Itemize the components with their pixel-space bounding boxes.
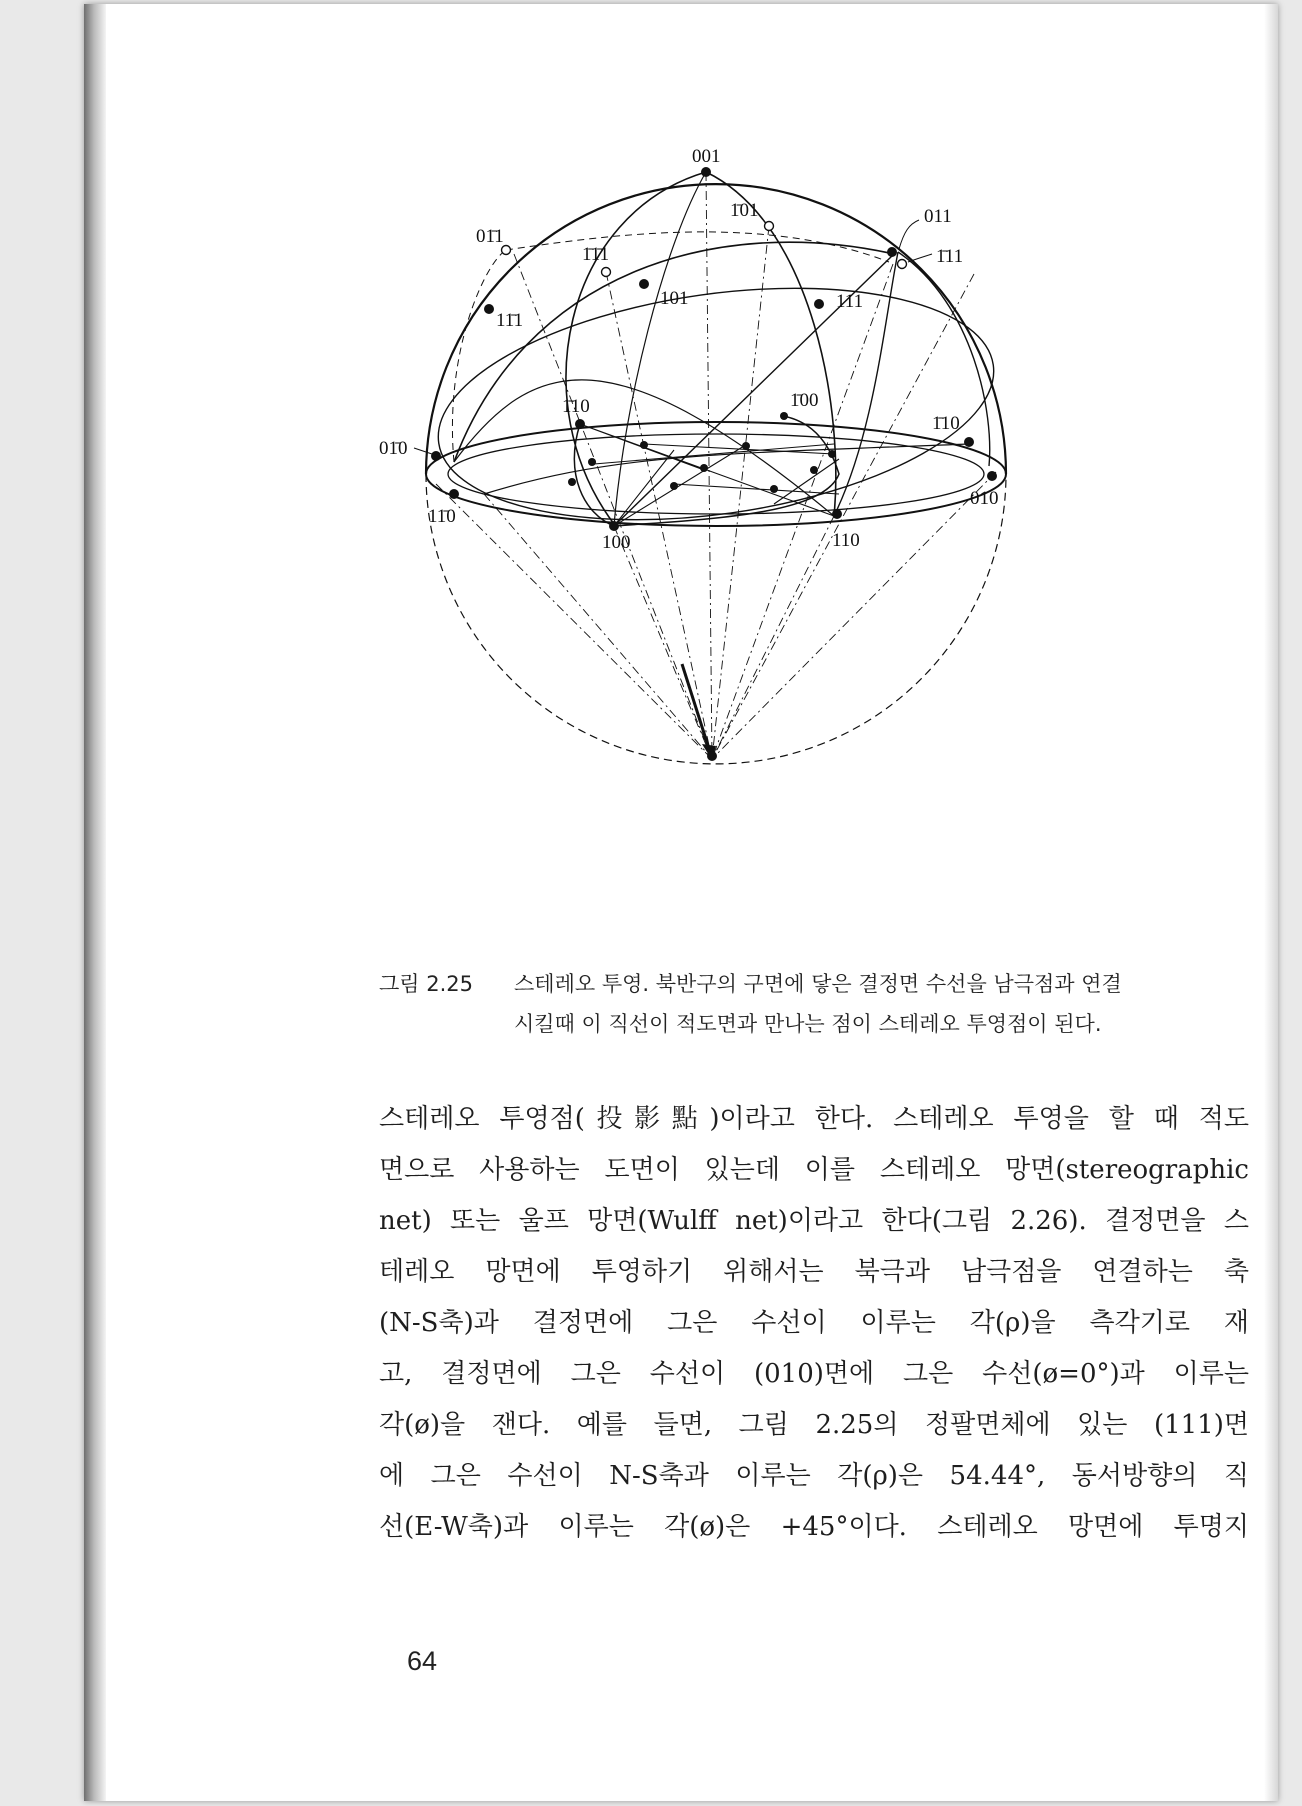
leader-1bar11 bbox=[908, 254, 932, 262]
label-011: 011 bbox=[924, 206, 952, 227]
body-line: net) 또는 울프 망면(Wulff net)이라고 한다(그림 2.26). 결정면을 스 bbox=[379, 1206, 1249, 1236]
label-1bar10-top: 1̄10 bbox=[562, 396, 590, 417]
sphere-diagram bbox=[379, 146, 1174, 914]
body-line: 선(E-W축)과 이루는 각(ø)은 +45°이다. 스테레오 망면에 투명지 bbox=[379, 1512, 1249, 1542]
point-inner-2 bbox=[588, 458, 596, 466]
inner-lines bbox=[580, 424, 839, 526]
page-edge-shadow bbox=[1264, 4, 1278, 1801]
point-11bar0 bbox=[449, 489, 459, 499]
book-spine-shadow bbox=[84, 4, 106, 1801]
book-page bbox=[84, 4, 1278, 1801]
arrow-shaft bbox=[682, 664, 710, 752]
equator-ellipse bbox=[426, 422, 1006, 526]
point-inner-9 bbox=[568, 478, 576, 486]
open-point-1bar01 bbox=[765, 222, 774, 231]
diagonal-3 bbox=[484, 444, 969, 494]
point-inner-4 bbox=[742, 442, 750, 450]
point-inner-7 bbox=[810, 466, 818, 474]
leader-01bar0 bbox=[414, 448, 432, 454]
label-1bar11: 1̄11 bbox=[936, 246, 964, 267]
point-inner-1 bbox=[640, 441, 648, 449]
meridian-4 bbox=[454, 242, 894, 462]
point-inner-3 bbox=[700, 464, 708, 472]
stereographic-projection-figure bbox=[379, 146, 1174, 914]
label-101: 101 bbox=[660, 288, 689, 309]
body-line: 테레오 망면에 투영하기 위해서는 북극과 남극점을 연결하는 축 bbox=[379, 1257, 1249, 1287]
label-11bar1: 11̄1 bbox=[496, 310, 524, 331]
body-line: 에 그은 수선이 N-S축과 이루는 각(ρ)은 54.44°, 동서방향의 직 bbox=[379, 1461, 1249, 1491]
body-line: 각(ø)을 잰다. 예를 들면, 그림 2.25의 정팔면체에 있는 (111)면 bbox=[379, 1410, 1249, 1440]
caption-text-1: 스테레오 투영. 북반구의 구면에 닿은 결정면 수선을 남극점과 연결 bbox=[514, 972, 1122, 996]
open-point-1bar1bar1 bbox=[602, 268, 611, 277]
label-01bar0: 01̄0 bbox=[379, 438, 408, 459]
point-inner-8 bbox=[828, 450, 836, 458]
label-11bar0: 11̄0 bbox=[428, 506, 456, 527]
open-point-1bar11 bbox=[898, 260, 907, 269]
point-01bar0 bbox=[431, 451, 441, 461]
point-001 bbox=[701, 167, 711, 177]
dashed-arc-1 bbox=[506, 232, 889, 262]
caption-line-1 bbox=[379, 964, 1279, 1004]
tilted-great-circle bbox=[423, 256, 1008, 552]
body-line: 스테레오 투영점(投影點)이라고 한다. 스테레오 투영을 할 때 적도 bbox=[379, 1104, 1249, 1134]
meridian-1 bbox=[566, 172, 706, 524]
body-line: (N-S축)과 결정면에 그은 수선이 이루는 각(ρ)을 측각기로 재 bbox=[379, 1308, 1249, 1338]
label-010: 010 bbox=[970, 488, 999, 509]
page-number: 64 bbox=[407, 1646, 438, 1676]
point-100 bbox=[609, 521, 619, 531]
point-south-pole bbox=[707, 751, 717, 761]
caption-number: 그림 2.25 bbox=[379, 972, 474, 996]
label-111: 111 bbox=[836, 291, 864, 312]
point-010 bbox=[987, 471, 997, 481]
point-1bar10-top bbox=[575, 419, 585, 429]
body-line: 면으로 사용하는 도면이 있는데 이를 스테레오 망면(stereographic bbox=[379, 1155, 1249, 1185]
point-011 bbox=[887, 247, 897, 257]
leader-011 bbox=[899, 220, 919, 249]
label-1bar10-right: 1̄10 bbox=[932, 413, 960, 434]
label-1bar00: 1̄00 bbox=[790, 390, 819, 411]
point-101 bbox=[639, 279, 649, 289]
meridian-3 bbox=[614, 172, 706, 526]
label-01bar1: 01̄1 bbox=[476, 226, 504, 247]
label-1bar1bar1: 1̄1̄1 bbox=[582, 244, 610, 265]
point-110 bbox=[832, 509, 842, 519]
caption-text-2: 시킬때 이 직선이 적도면과 만나는 점이 스테레오 투영점이 된다. bbox=[514, 1012, 1102, 1036]
label-100: 100 bbox=[602, 532, 631, 553]
figure-caption bbox=[379, 964, 1279, 1044]
point-11bar1 bbox=[484, 304, 494, 314]
point-inner-5 bbox=[670, 482, 678, 490]
point-1bar10-right bbox=[964, 437, 974, 447]
point-111 bbox=[814, 299, 824, 309]
label-110: 110 bbox=[832, 530, 860, 551]
label-1bar01: 1̄01 bbox=[730, 200, 759, 221]
body-line: 고, 결정면에 그은 수선이 (010)면에 그은 수선(ø=0°)과 이루는 bbox=[379, 1359, 1249, 1389]
point-1bar00 bbox=[780, 412, 788, 420]
label-001: 001 bbox=[692, 146, 721, 167]
body-paragraph bbox=[379, 1094, 1249, 1553]
point-inner-6 bbox=[770, 485, 778, 493]
